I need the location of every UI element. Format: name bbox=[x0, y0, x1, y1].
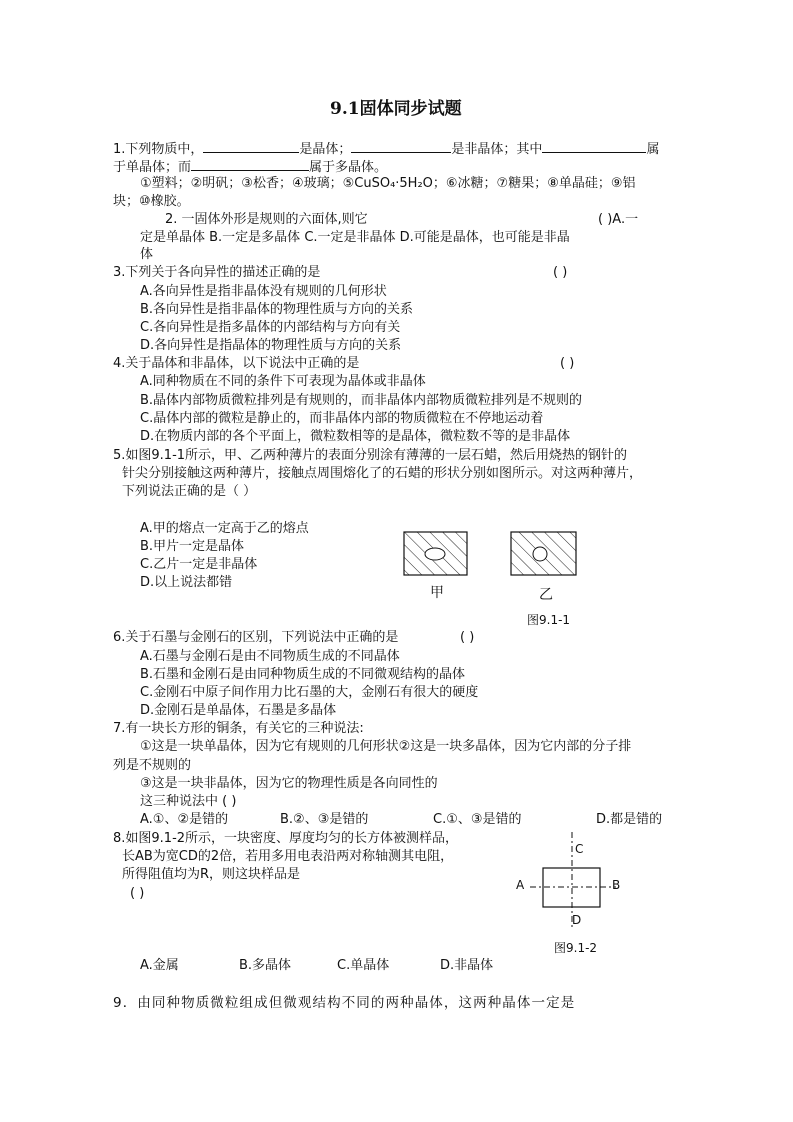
q1-blank-2[interactable] bbox=[351, 139, 451, 153]
question-7-line-3: 列是不规则的 bbox=[113, 758, 192, 773]
question-3-option-d: D.各向异性是指晶体的物理性质与方向的关系 bbox=[140, 338, 402, 353]
page-title: 9.1固体同步试题 bbox=[330, 99, 462, 119]
question-5-option-c: C.乙片一定是非晶体 bbox=[140, 557, 258, 572]
question-8-line-2: 长AB为宽CD的2倍，若用多用电表沿两对称轴测其电阻， bbox=[122, 849, 454, 864]
question-9-line-1: 9．由同种物质微粒组成但微观结构不同的两种晶体，这两种晶体一定是 bbox=[113, 995, 576, 1011]
question-8-line-1: 8.如图9.1-2所示，一块密度、厚度均匀的长方体被测样品， bbox=[113, 831, 459, 846]
q1-text-a: 1.下列物质中， bbox=[113, 142, 204, 157]
question-2-stem: 2. 一固体外形是规则的六面体,则它 bbox=[165, 212, 368, 227]
question-3-option-c: C.各向异性是指多晶体的内部结构与方向有关 bbox=[140, 320, 401, 335]
question-5-line-2: 针尖分别接触这两种薄片，接触点周围熔化了的石蜡的形状分别如图所示。对这两种薄片， bbox=[122, 466, 643, 481]
question-2-paren: ( )A.一 bbox=[598, 212, 639, 227]
question-7-option-c: C.①、③是错的 bbox=[433, 812, 522, 827]
q1-text-d: 属 bbox=[646, 142, 660, 157]
question-8-option-b: B.多晶体 bbox=[239, 958, 292, 973]
label-b: B bbox=[612, 878, 621, 892]
question-4-option-d: D.在物质内部的各个平面上，微粒数相等的是晶体，微粒数不等的是非晶体 bbox=[140, 429, 571, 444]
question-3-option-b: B.各向异性是指非晶体的物理性质与方向的关系 bbox=[140, 302, 414, 317]
question-4-option-b: B.晶体内部物质微粒排列是有规则的，而非晶体内部物质微粒排列是不规则的 bbox=[140, 393, 583, 408]
question-7-option-b: B.②、③是错的 bbox=[280, 812, 369, 827]
question-4-option-a: A.同种物质在不同的条件下可表现为晶体或非晶体 bbox=[140, 374, 426, 389]
question-7-option-a: A.①、②是错的 bbox=[140, 812, 229, 827]
question-8-paren: ( ) bbox=[130, 886, 145, 901]
question-8-line-3: 所得阻值均为R，则这块样品是 bbox=[122, 867, 301, 882]
question-5-option-b: B.甲片一定是晶体 bbox=[140, 539, 245, 554]
question-7-line-5: 这三种说法中 ( ) bbox=[140, 794, 237, 809]
question-1-line-1 bbox=[113, 139, 659, 159]
question-6-paren: ( ) bbox=[460, 630, 475, 645]
label-d: D bbox=[572, 913, 582, 927]
q1-blank-3[interactable] bbox=[542, 139, 646, 153]
question-6-option-d: D.金刚石是单晶体，石墨是多晶体 bbox=[140, 703, 337, 718]
figure-caption-9-1-2: 图9.1-2 bbox=[554, 941, 598, 955]
label-a: A bbox=[516, 878, 525, 892]
q1-text-b: 是晶体； bbox=[299, 142, 352, 157]
question-7-option-d: D.都是错的 bbox=[596, 812, 663, 827]
question-6-option-b: B.石墨和金刚石是由同种物质生成的不同微观结构的晶体 bbox=[140, 667, 466, 682]
question-1-items-cont: 块；⑩橡胶。 bbox=[113, 194, 190, 209]
figure-label-jia: 甲 bbox=[430, 585, 444, 601]
question-6-stem: 6.关于石墨与金刚石的区别，下列说法中正确的是 bbox=[113, 630, 399, 645]
q1-text-f: 属于多晶体。 bbox=[309, 160, 388, 175]
label-c: C bbox=[575, 842, 584, 856]
question-5-line-1: 5.如图9.1-1所示，甲、乙两种薄片的表面分别涂有薄薄的一层石蜡，然后用烧热的钢针的 bbox=[113, 448, 628, 463]
question-8-option-a: A.金属 bbox=[140, 958, 179, 973]
q1-text-c: 是非晶体；其中 bbox=[451, 142, 543, 157]
film-yi bbox=[511, 532, 576, 575]
figure-caption-9-1-1: 图9.1-1 bbox=[527, 613, 571, 627]
question-5-option-a: A.甲的熔点一定高于乙的熔点 bbox=[140, 521, 309, 536]
question-7-stem: 7.有一块长方形的铜条，有关它的三种说法: bbox=[113, 721, 364, 736]
question-1-items: ①塑料；②明矾；③松香；④玻璃；⑤CuSO₄·5H₂O；⑥冰糖；⑦糖果；⑧单晶硅；⑨铝 bbox=[140, 176, 636, 191]
question-7-line-2: ①这是一块单晶体，因为它有规则的几何形状②这是一块多晶体，因为它内部的分子排 bbox=[140, 739, 632, 754]
figure-label-yi: 乙 bbox=[539, 587, 553, 603]
film-jia bbox=[404, 532, 467, 575]
question-6-option-c: C.金刚石中原子间作用力比石墨的大，金刚石有很大的硬度 bbox=[140, 685, 479, 700]
question-4-option-c: C.晶体内部的微粒是静止的，而非晶体内部的物质微粒在不停地运动着 bbox=[140, 411, 544, 426]
question-8-option-c: C.单晶体 bbox=[337, 958, 390, 973]
question-4-paren: ( ) bbox=[560, 356, 575, 371]
q1-blank-4[interactable] bbox=[191, 157, 309, 171]
q1-blank-1[interactable] bbox=[203, 139, 299, 153]
question-1-line-2 bbox=[113, 157, 387, 177]
question-8-option-d: D.非晶体 bbox=[440, 958, 494, 973]
question-2-options: 定是单晶体 B.一定是多晶体 C.一定是非晶体 D.可能是晶体，也可能是非晶 bbox=[140, 230, 570, 245]
question-5-option-d: D.以上说法都错 bbox=[140, 575, 233, 590]
question-5-line-3: 下列说法正确的是（ ） bbox=[122, 484, 257, 499]
question-6-option-a: A.石墨与金刚石是由不同物质生成的不同晶体 bbox=[140, 649, 400, 664]
question-3-stem: 3.下列关于各向异性的描述正确的是 bbox=[113, 265, 321, 280]
question-2-options-cont: 体 bbox=[140, 247, 154, 262]
question-3-option-a: A.各向异性是指非晶体没有规则的几何形状 bbox=[140, 284, 387, 299]
question-4-stem: 4.关于晶体和非晶体，以下说法中正确的是 bbox=[113, 356, 360, 371]
q1-text-e: 于单晶体；而 bbox=[113, 160, 192, 175]
question-7-line-4: ③这是一块非晶体，因为它的物理性质是各向同性的 bbox=[140, 776, 438, 791]
figure-9-1-1 bbox=[400, 528, 580, 580]
question-3-paren: ( ) bbox=[553, 265, 568, 280]
